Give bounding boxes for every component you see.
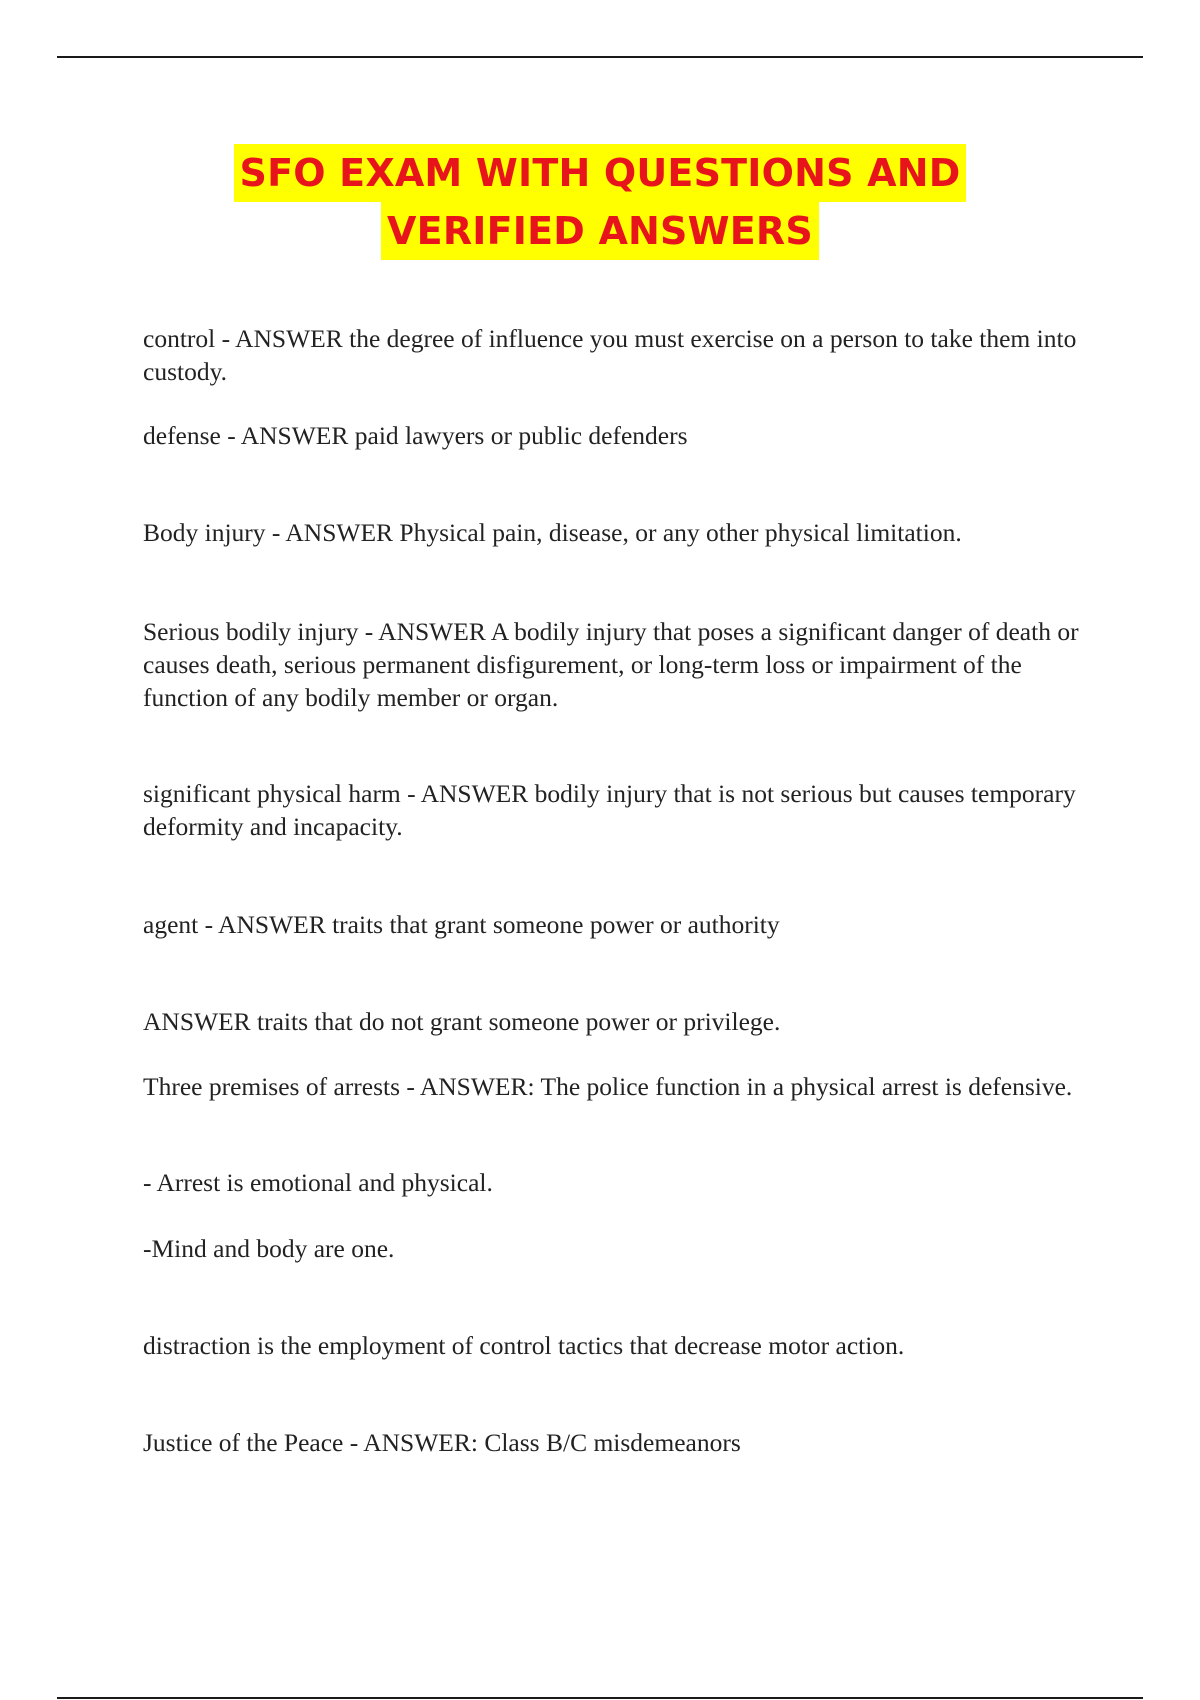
qa-entry-control: control - ANSWER the degree of influence you must exercise on a person to take them into custody. bbox=[143, 324, 1077, 386]
qa-entry-distraction: distraction is the employment of control tactics that decrease motor action. bbox=[143, 1331, 905, 1360]
qa-entry-justice-of-peace: Justice of the Peace - ANSWER: Class B/C misdemeanors bbox=[143, 1428, 741, 1457]
top-rule bbox=[57, 56, 1143, 58]
title-line-2: VERIFIED ANSWERS bbox=[381, 202, 819, 260]
document-title bbox=[0, 144, 1200, 260]
bottom-rule bbox=[57, 1697, 1143, 1699]
title-line-1: SFO EXAM WITH QUESTIONS AND bbox=[234, 144, 967, 202]
qa-entry-agent: agent - ANSWER traits that grant someone power or authority bbox=[143, 910, 780, 939]
qa-entry-three-premises: Three premises of arrests - ANSWER: The police function in a physical arrest is defensive. bbox=[143, 1072, 1073, 1101]
qa-entry-arrest-emotional: - Arrest is emotional and physical. bbox=[143, 1168, 493, 1197]
qa-entry-significant-physical-harm: significant physical harm - ANSWER bodily injury that is not serious but causes temporary deformity and incapacity. bbox=[143, 779, 1076, 841]
qa-entry-mind-body: -Mind and body are one. bbox=[143, 1234, 395, 1263]
qa-entry-answer-traits: ANSWER traits that do not grant someone power or privilege. bbox=[143, 1007, 781, 1036]
qa-entry-defense: defense - ANSWER paid lawyers or public defenders bbox=[143, 421, 688, 450]
qa-entry-serious-bodily-injury: Serious bodily injury - ANSWER A bodily injury that poses a significant danger of death or causes death, serious permanent disfigurement, or long-term loss or impairment of the function of any bodily member or organ. bbox=[143, 617, 1079, 712]
qa-entry-body-injury: Body injury - ANSWER Physical pain, disease, or any other physical limitation. bbox=[143, 518, 962, 547]
